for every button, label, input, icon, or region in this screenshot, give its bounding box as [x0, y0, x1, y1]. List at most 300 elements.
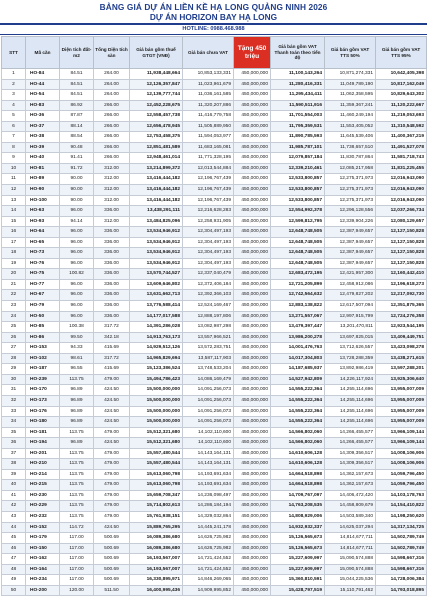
- price-tts-95-cell: 14,793,018,895: [376, 585, 427, 596]
- land-area-cell: 96.00: [60, 290, 94, 301]
- row-number-cell: 41: [2, 490, 26, 501]
- row-number-cell: 17: [2, 237, 26, 248]
- unit-code-cell: HO-164: [26, 564, 60, 575]
- price-tts-50-cell: 14,226,117,924: [325, 374, 376, 385]
- unit-code-cell: HO-79: [26, 301, 60, 312]
- column-header: Tổng Diện tích sàn: [94, 37, 130, 69]
- price-incl-vat-cell: 13,416,444,182: [130, 185, 183, 196]
- price-incl-vat-cell: 14,391,286,028: [130, 322, 183, 333]
- price-incl-vat-cell: 15,557,480,544: [130, 459, 183, 470]
- price-excl-vat-cell: 14,102,110,600: [183, 438, 234, 449]
- table-row: [2, 480, 427, 491]
- price-tts-95-cell: 13,423,098,278: [376, 343, 427, 354]
- price-tts-95-cell: 12,196,618,273: [376, 279, 427, 290]
- table-row: [2, 543, 427, 554]
- price-tts-95-cell: 13,966,109,144: [376, 438, 427, 449]
- price-excl-vat-cell: 11,023,961,679: [183, 79, 234, 90]
- price-excl-vat-cell: 12,337,040,479: [183, 269, 234, 280]
- row-number-cell: 49: [2, 575, 26, 586]
- table-row: [2, 258, 427, 269]
- unit-code-cell: HO-200: [26, 585, 60, 596]
- floor-area-cell: 415.69: [94, 343, 130, 354]
- price-tts-50-cell: 12,617,507,094: [325, 301, 376, 312]
- price-tts-95-cell: 14,502,789,749: [376, 533, 427, 544]
- unit-code-cell: HO-239: [26, 374, 60, 385]
- price-progress-payment-cell: 13,986,200,278: [271, 332, 325, 343]
- price-progress-payment-cell: 14,187,685,937: [271, 364, 325, 375]
- price-tts-95-cell: 12,127,150,828: [376, 258, 427, 269]
- land-area-cell: 117.00: [60, 543, 94, 554]
- price-progress-payment-cell: 14,808,929,006: [271, 511, 325, 522]
- price-incl-vat-cell: 12,948,461,014: [130, 153, 183, 164]
- column-header: Giá bán gồm thuế GTGT (VNĐ): [130, 37, 183, 69]
- gift-amount-cell: 450,000,000: [234, 364, 271, 375]
- table-row: [2, 227, 427, 238]
- price-progress-payment-cell: 12,079,857,184: [271, 153, 325, 164]
- unit-code-cell: HO-100: [26, 195, 60, 206]
- price-tts-50-cell: 12,275,371,973: [325, 195, 376, 206]
- column-header: STT: [2, 37, 26, 69]
- price-excl-vat-cell: 12,888,197,806: [183, 311, 234, 322]
- table-row: [2, 111, 427, 122]
- row-number-cell: 28: [2, 353, 26, 364]
- price-progress-payment-cell: 14,932,932,337: [271, 522, 325, 533]
- land-area-cell: 113.75: [60, 469, 94, 480]
- price-tts-95-cell: 14,502,789,749: [376, 543, 427, 554]
- price-incl-vat-cell: 15,512,321,680: [130, 427, 183, 438]
- price-excl-vat-cell: 14,143,164,131: [183, 448, 234, 459]
- land-area-cell: 100.38: [60, 322, 94, 333]
- price-progress-payment-cell: 14,709,767,097: [271, 490, 325, 501]
- price-progress-payment-cell: 15,227,609,997: [271, 564, 325, 575]
- price-excl-vat-cell: 14,846,269,065: [183, 575, 234, 586]
- land-area-cell: 88.14: [60, 121, 94, 132]
- column-header: Giá bán chưa VAT: [183, 37, 234, 69]
- land-area-cell: 96.89: [60, 385, 94, 396]
- table-row: [2, 269, 427, 280]
- land-area-cell: 117.00: [60, 564, 94, 575]
- table-row: [2, 353, 427, 364]
- row-number-cell: 39: [2, 469, 26, 480]
- row-number-cell: 44: [2, 522, 26, 533]
- land-area-cell: 96.00: [60, 258, 94, 269]
- gift-amount-cell: 450,000,000: [234, 90, 271, 101]
- gift-amount-cell: 450,000,000: [234, 121, 271, 132]
- price-progress-payment-cell: 12,599,812,795: [271, 216, 325, 227]
- price-progress-payment-cell: 12,648,748,505: [271, 237, 325, 248]
- gift-amount-cell: 450,000,000: [234, 533, 271, 544]
- land-area-cell: 113.75: [60, 501, 94, 512]
- price-tts-50-cell: 11,359,367,241: [325, 100, 376, 111]
- price-excl-vat-cell: 14,193,691,634: [183, 480, 234, 491]
- price-tts-50-cell: 14,255,114,696: [325, 417, 376, 428]
- gift-amount-cell: 450,000,000: [234, 374, 271, 385]
- floor-area-cell: 479.00: [94, 511, 130, 522]
- gift-amount-cell: 450,000,000: [234, 163, 271, 174]
- row-number-cell: 18: [2, 248, 26, 259]
- row-number-cell: 43: [2, 511, 26, 522]
- unit-code-cell: HO-67: [26, 290, 60, 301]
- row-number-cell: 4: [2, 100, 26, 111]
- price-tts-95-cell: 14,198,250,620: [376, 511, 427, 522]
- project-name: DỰ ÁN HORIZON BAY HẠ LONG: [149, 12, 278, 22]
- price-progress-payment-cell: 11,701,554,003: [271, 111, 325, 122]
- price-tts-50-cell: 12,387,949,657: [325, 248, 376, 259]
- floor-area-cell: 424.50: [94, 522, 130, 533]
- unit-code-cell: HO-173: [26, 395, 60, 406]
- price-progress-payment-cell: 14,566,802,060: [271, 427, 325, 438]
- land-area-cell: 84.51: [60, 69, 94, 80]
- price-excl-vat-cell: 14,091,256,073: [183, 417, 234, 428]
- gift-amount-cell: 450,000,000: [234, 279, 271, 290]
- price-tts-95-cell: 12,127,150,828: [376, 248, 427, 259]
- price-incl-vat-cell: 14,913,763,173: [130, 332, 183, 343]
- unit-code-cell: HO-50: [26, 311, 60, 322]
- row-number-cell: 1: [2, 69, 26, 80]
- row-number-cell: 42: [2, 501, 26, 512]
- price-incl-vat-cell: 15,123,386,524: [130, 364, 183, 375]
- price-excl-vat-cell: 10,853,133,331: [183, 69, 234, 80]
- header-divider-top: [0, 23, 427, 25]
- price-tts-95-cell: 13,597,288,201: [376, 364, 427, 375]
- row-number-cell: 34: [2, 417, 26, 428]
- price-tts-50-cell: 14,362,157,673: [325, 480, 376, 491]
- land-area-cell: 94.33: [60, 343, 94, 354]
- price-incl-vat-cell: 15,512,321,680: [130, 438, 183, 449]
- price-progress-payment-cell: 14,555,222,364: [271, 395, 325, 406]
- price-progress-payment-cell: 12,683,472,195: [271, 269, 325, 280]
- price-excl-vat-cell: 12,304,497,193: [183, 248, 234, 259]
- price-excl-vat-cell: 11,594,053,977: [183, 132, 234, 143]
- price-incl-vat-cell: 15,494,786,423: [130, 374, 183, 385]
- land-area-cell: 113.75: [60, 427, 94, 438]
- price-tts-50-cell: 14,309,356,517: [325, 459, 376, 470]
- price-progress-payment-cell: 12,883,138,822: [271, 301, 325, 312]
- price-tts-50-cell: 11,049,789,190: [325, 79, 376, 90]
- price-progress-payment-cell: 15,227,609,997: [271, 554, 325, 565]
- row-number-cell: 30: [2, 374, 26, 385]
- price-incl-vat-cell: 16,330,895,971: [130, 575, 183, 586]
- unit-code-cell: HO-176: [26, 406, 60, 417]
- row-number-cell: 25: [2, 322, 26, 333]
- floor-area-cell: 336.00: [94, 248, 130, 259]
- price-tts-95-cell: 12,351,875,365: [376, 301, 427, 312]
- price-tts-50-cell: 11,062,358,595: [325, 90, 376, 101]
- row-number-cell: 7: [2, 132, 26, 143]
- row-number-cell: 9: [2, 153, 26, 164]
- price-incl-vat-cell: 13,570,744,527: [130, 269, 183, 280]
- land-area-cell: 96.00: [60, 237, 94, 248]
- price-progress-payment-cell: 11,280,416,331: [271, 79, 325, 90]
- floor-area-cell: 266.00: [94, 142, 130, 153]
- table-row: [2, 79, 427, 90]
- land-area-cell: 117.00: [60, 533, 94, 544]
- gift-amount-cell: 450,000,000: [234, 490, 271, 501]
- table-row: [2, 501, 427, 512]
- price-tts-95-cell: 14,728,006,384: [376, 575, 427, 586]
- floor-area-cell: 479.00: [94, 480, 130, 491]
- table-row: [2, 374, 427, 385]
- floor-area-cell: 336.00: [94, 227, 130, 238]
- unit-code-cell: HO-232: [26, 511, 60, 522]
- land-area-cell: 113.75: [60, 448, 94, 459]
- price-excl-vat-cell: 12,372,406,184: [183, 279, 234, 290]
- price-tts-95-cell: 14,008,106,906: [376, 448, 427, 459]
- price-tts-50-cell: 14,266,455,577: [325, 438, 376, 449]
- land-area-cell: 90.00: [60, 185, 94, 196]
- land-area-cell: 99.50: [60, 332, 94, 343]
- price-tts-95-cell: 12,016,943,090: [376, 195, 427, 206]
- unit-code-cell: HO-84: [26, 69, 60, 80]
- price-tts-95-cell: 14,317,134,725: [376, 522, 427, 533]
- row-number-cell: 27: [2, 343, 26, 354]
- price-incl-vat-cell: 16,089,386,680: [130, 543, 183, 554]
- row-number-cell: 47: [2, 554, 26, 565]
- unit-code-cell: HO-40: [26, 153, 60, 164]
- price-tts-50-cell: 12,458,912,086: [325, 279, 376, 290]
- price-incl-vat-cell: 15,613,060,798: [130, 469, 183, 480]
- price-excl-vat-cell: 14,193,691,634: [183, 469, 234, 480]
- gift-amount-cell: 450,000,000: [234, 353, 271, 364]
- table-row: [2, 248, 427, 259]
- price-progress-payment-cell: 12,648,748,505: [271, 248, 325, 259]
- price-tts-50-cell: 15,044,225,536: [325, 575, 376, 586]
- price-tts-95-cell: 13,955,007,009: [376, 395, 427, 406]
- price-tts-95-cell: 10,817,162,049: [376, 79, 427, 90]
- price-incl-vat-cell: 16,193,567,007: [130, 564, 183, 575]
- gift-amount-cell: 450,000,000: [234, 480, 271, 491]
- price-tts-50-cell: 13,892,986,419: [325, 364, 376, 375]
- price-excl-vat-cell: 12,216,628,283: [183, 206, 234, 217]
- price-tts-50-cell: 12,997,915,799: [325, 311, 376, 322]
- price-excl-vat-cell: 12,196,767,439: [183, 185, 234, 196]
- price-tts-50-cell: 12,275,371,973: [325, 185, 376, 196]
- price-excl-vat-cell: 14,091,256,073: [183, 395, 234, 406]
- price-tts-95-cell: 11,120,222,667: [376, 100, 427, 111]
- gift-amount-cell: 450,000,000: [234, 585, 271, 596]
- price-tts-95-cell: 11,581,718,743: [376, 153, 427, 164]
- unit-code-cell: HO-181: [26, 427, 60, 438]
- gift-amount-cell: 450,000,000: [234, 269, 271, 280]
- gift-amount-cell: 450,000,000: [234, 343, 271, 354]
- floor-area-cell: 266.00: [94, 100, 130, 111]
- price-excl-vat-cell: 14,626,725,982: [183, 533, 234, 544]
- price-tts-95-cell: 14,103,178,763: [376, 490, 427, 501]
- price-excl-vat-cell: 14,236,098,497: [183, 490, 234, 501]
- price-incl-vat-cell: 13,631,662,713: [130, 290, 183, 301]
- gift-amount-cell: 450,000,000: [234, 290, 271, 301]
- land-area-cell: 91.72: [60, 163, 94, 174]
- gift-amount-cell: 450,000,000: [234, 174, 271, 185]
- floor-area-cell: 479.00: [94, 459, 130, 470]
- floor-area-cell: 479.00: [94, 469, 130, 480]
- unit-code-cell: HO-210: [26, 459, 60, 470]
- floor-area-cell: 424.50: [94, 395, 130, 406]
- floor-area-cell: 336.00: [94, 279, 130, 290]
- floor-area-cell: 500.69: [94, 564, 130, 575]
- row-number-cell: 8: [2, 142, 26, 153]
- price-incl-vat-cell: 12,656,478,945: [130, 121, 183, 132]
- unit-code-cell: HO-152: [26, 522, 60, 533]
- table-row: [2, 174, 427, 185]
- price-tts-50-cell: 12,339,904,226: [325, 216, 376, 227]
- row-number-cell: 48: [2, 564, 26, 575]
- floor-area-cell: 424.50: [94, 438, 130, 449]
- table-row: [2, 69, 427, 80]
- table-row: [2, 564, 427, 575]
- price-incl-vat-cell: 11,938,448,664: [130, 69, 183, 80]
- table-row: [2, 490, 427, 501]
- price-progress-payment-cell: 14,566,802,060: [271, 438, 325, 449]
- price-progress-payment-cell: 14,555,222,364: [271, 406, 325, 417]
- price-incl-vat-cell: 13,609,646,802: [130, 279, 183, 290]
- price-progress-payment-cell: 12,339,210,461: [271, 163, 325, 174]
- price-excl-vat-cell: 14,086,169,479: [183, 374, 234, 385]
- table-header-row: [2, 37, 427, 69]
- price-table-body: [2, 69, 427, 596]
- price-progress-payment-cell: 12,533,800,857: [271, 174, 325, 185]
- floor-area-cell: 336.00: [94, 258, 130, 269]
- land-area-cell: 96.00: [60, 227, 94, 238]
- price-tts-95-cell: 12,016,943,090: [376, 174, 427, 185]
- price-tts-95-cell: 14,059,796,450: [376, 469, 427, 480]
- floor-area-cell: 415.69: [94, 364, 130, 375]
- land-area-cell: 90.48: [60, 142, 94, 153]
- table-row: [2, 216, 427, 227]
- price-progress-payment-cell: 12,533,800,857: [271, 195, 325, 206]
- price-progress-payment-cell: 15,126,565,673: [271, 533, 325, 544]
- column-header: Mã căn: [26, 37, 60, 69]
- price-tts-95-cell: 12,127,150,828: [376, 237, 427, 248]
- row-number-cell: 15: [2, 216, 26, 227]
- floor-area-cell: 479.00: [94, 501, 130, 512]
- unit-code-cell: HO-86: [26, 332, 60, 343]
- row-number-cell: 33: [2, 406, 26, 417]
- table-row: [2, 459, 427, 470]
- floor-area-cell: 500.69: [94, 533, 130, 544]
- price-tts-95-cell: 10,642,405,398: [376, 69, 427, 80]
- price-progress-payment-cell: 11,590,511,916: [271, 100, 325, 111]
- land-area-cell: 86.92: [60, 100, 94, 111]
- row-number-cell: 13: [2, 195, 26, 206]
- unit-code-cell: HO-201: [26, 448, 60, 459]
- price-progress-payment-cell: 14,527,942,809: [271, 374, 325, 385]
- floor-area-cell: 266.00: [94, 121, 130, 132]
- land-area-cell: 91.41: [60, 153, 94, 164]
- price-progress-payment-cell: 13,271,557,067: [271, 311, 325, 322]
- price-progress-payment-cell: 11,890,785,593: [271, 132, 325, 143]
- gift-amount-cell: 450,000,000: [234, 459, 271, 470]
- land-area-cell: 113.75: [60, 511, 94, 522]
- floor-area-cell: 500.69: [94, 575, 130, 586]
- price-progress-payment-cell: 11,295,434,411: [271, 90, 325, 101]
- price-progress-payment-cell: 12,533,800,857: [271, 185, 325, 196]
- row-number-cell: 46: [2, 543, 26, 554]
- price-list-title: BẢNG GIÁ DỰ ÁN LIỀN KỀ HẠ LONG QUẢNG NINH 2026: [99, 2, 328, 12]
- gift-amount-cell: 450,000,000: [234, 132, 271, 143]
- price-incl-vat-cell: 14,177,017,588: [130, 311, 183, 322]
- price-table: [1, 36, 427, 596]
- table-row: [2, 100, 427, 111]
- price-tts-50-cell: 14,406,472,420: [325, 490, 376, 501]
- unit-code-cell: HO-150: [26, 543, 60, 554]
- land-area-cell: 96.00: [60, 311, 94, 322]
- price-progress-payment-cell: 14,017,304,803: [271, 353, 325, 364]
- price-tts-50-cell: 13,712,626,557: [325, 343, 376, 354]
- price-tts-50-cell: 11,645,539,406: [325, 132, 376, 143]
- floor-area-cell: 336.00: [94, 206, 130, 217]
- table-row: [2, 448, 427, 459]
- price-excl-vat-cell: 14,091,256,073: [183, 385, 234, 396]
- gift-amount-cell: 450,000,000: [234, 511, 271, 522]
- price-incl-vat-cell: 12,851,481,589: [130, 142, 183, 153]
- unit-code-cell: HO-90: [26, 185, 60, 196]
- price-incl-vat-cell: 13,416,444,182: [130, 174, 183, 185]
- column-header: Diện tích đất-m2: [60, 37, 94, 69]
- gift-amount-cell: 450,000,000: [234, 142, 271, 153]
- price-excl-vat-cell: 13,557,966,521: [183, 332, 234, 343]
- price-tts-50-cell: 14,458,809,679: [325, 501, 376, 512]
- price-incl-vat-cell: 16,089,386,680: [130, 533, 183, 544]
- unit-code-cell: HO-234: [26, 575, 60, 586]
- floor-area-cell: 312.00: [94, 195, 130, 206]
- price-excl-vat-cell: 11,416,779,758: [183, 111, 234, 122]
- price-progress-payment-cell: 12,648,748,505: [271, 227, 325, 238]
- row-number-cell: 20: [2, 269, 26, 280]
- price-incl-vat-cell: 13,438,291,111: [130, 206, 183, 217]
- price-tts-95-cell: 12,160,442,410: [376, 269, 427, 280]
- table-row: [2, 343, 427, 354]
- price-tts-95-cell: 11,219,053,693: [376, 111, 427, 122]
- price-incl-vat-cell: 12,558,457,738: [130, 111, 183, 122]
- table-row: [2, 90, 427, 101]
- floor-area-cell: 479.00: [94, 448, 130, 459]
- floor-area-cell: 266.00: [94, 132, 130, 143]
- unit-code-cell: HO-180: [26, 417, 60, 428]
- unit-code-cell: HO-89: [26, 174, 60, 185]
- price-tts-95-cell: 12,217,092,730: [376, 290, 427, 301]
- table-row: [2, 332, 427, 343]
- price-incl-vat-cell: 15,659,708,347: [130, 490, 183, 501]
- price-excl-vat-cell: 12,304,497,193: [183, 237, 234, 248]
- gift-amount-cell: 450,000,000: [234, 69, 271, 80]
- table-row: [2, 290, 427, 301]
- price-excl-vat-cell: 12,392,366,103: [183, 290, 234, 301]
- unit-code-cell: HO-229: [26, 501, 60, 512]
- price-tts-50-cell: 13,697,825,015: [325, 332, 376, 343]
- column-header-gift: Tặng 450 triệu: [234, 37, 271, 69]
- row-number-cell: 11: [2, 174, 26, 185]
- unit-code-cell: HO-179: [26, 533, 60, 544]
- row-number-cell: 5: [2, 111, 26, 122]
- price-incl-vat-cell: 12,753,458,375: [130, 132, 183, 143]
- land-area-cell: 96.00: [60, 248, 94, 259]
- unit-code-cell: HO-37: [26, 121, 60, 132]
- gift-amount-cell: 450,000,000: [234, 111, 271, 122]
- price-incl-vat-cell: 12,452,228,675: [130, 100, 183, 111]
- gift-amount-cell: 450,000,000: [234, 258, 271, 269]
- gift-amount-cell: 450,000,000: [234, 469, 271, 480]
- price-incl-vat-cell: 16,193,567,007: [130, 554, 183, 565]
- price-tts-50-cell: 15,090,574,888: [325, 554, 376, 565]
- price-progress-payment-cell: 15,428,797,519: [271, 585, 325, 596]
- floor-area-cell: 312.00: [94, 163, 130, 174]
- land-area-cell: 120.00: [60, 585, 94, 596]
- price-tts-50-cell: 12,479,827,202: [325, 290, 376, 301]
- price-excl-vat-cell: 12,196,767,439: [183, 174, 234, 185]
- floor-area-cell: 511.50: [94, 585, 130, 596]
- land-area-cell: 100.82: [60, 269, 94, 280]
